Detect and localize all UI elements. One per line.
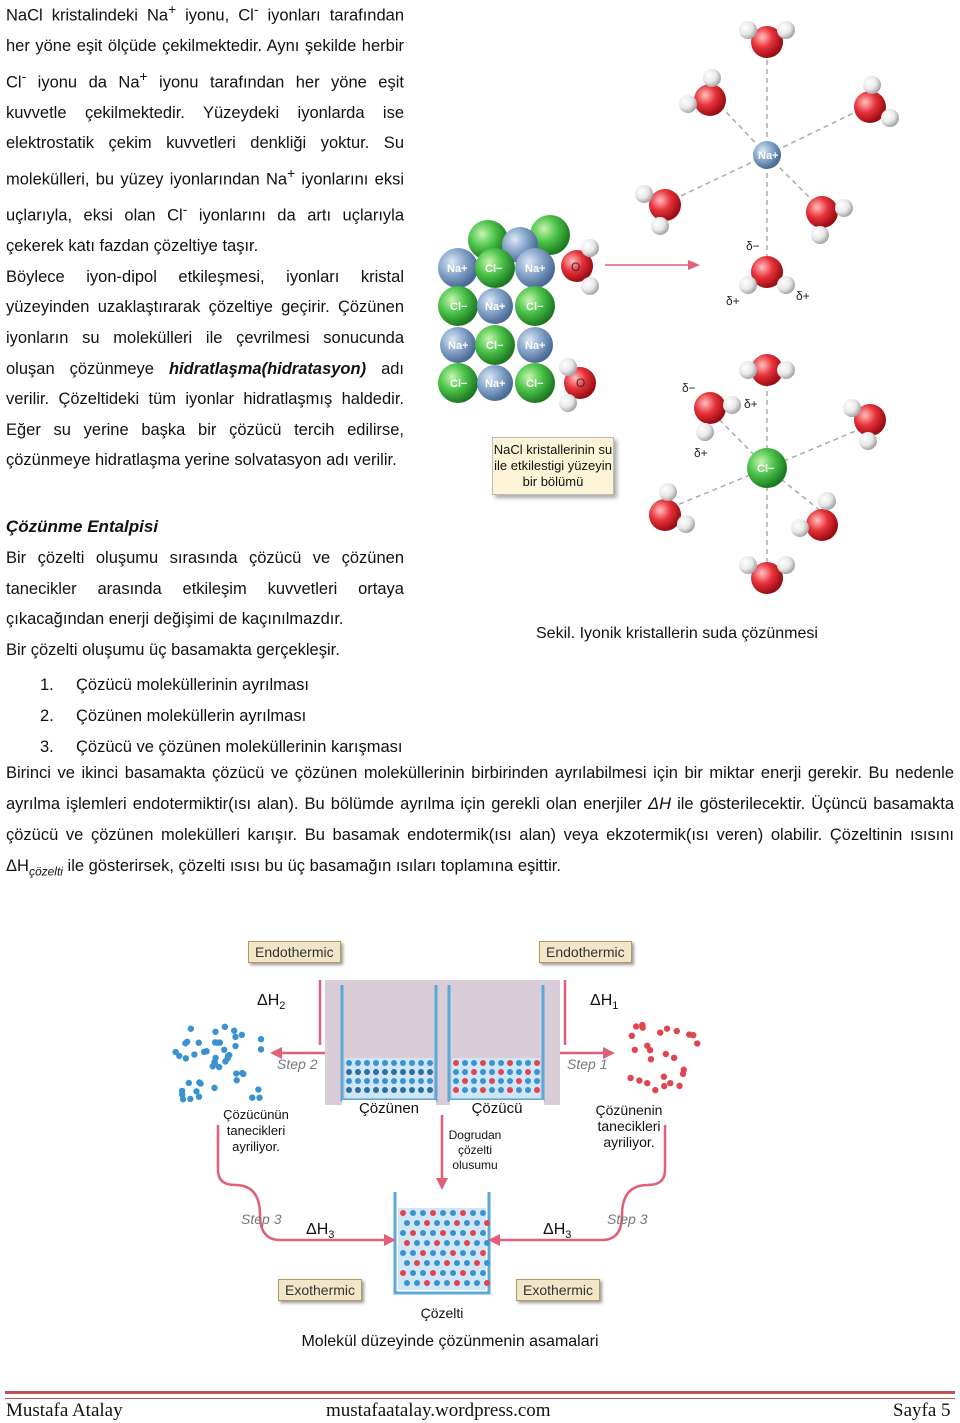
- particle-dot: [232, 1034, 238, 1040]
- particle-dot: [534, 1060, 540, 1066]
- particle-dot: [186, 1080, 192, 1086]
- crystal-ion-label: Cl−: [450, 378, 468, 390]
- solution-label: Çözelti: [420, 1305, 464, 1321]
- particle-dot: [234, 1077, 240, 1083]
- particle-dot: [633, 1023, 639, 1029]
- particle-dot: [355, 1069, 361, 1075]
- particle-dot: [212, 1029, 218, 1035]
- particle-dot: [391, 1069, 397, 1075]
- particle-dot: [480, 1078, 486, 1084]
- endothermic-tag-left: Endothermic: [248, 941, 341, 963]
- particle-dot: [507, 1087, 513, 1093]
- step-1-label: Step 1: [567, 1056, 608, 1072]
- particle-dot: [418, 1069, 424, 1075]
- particle-dot: [382, 1078, 388, 1084]
- particle-dot: [191, 1051, 197, 1057]
- particle-dot: [440, 1230, 446, 1236]
- particle-dot: [470, 1210, 476, 1216]
- particle-dot: [373, 1087, 379, 1093]
- particle-dot: [663, 1051, 669, 1057]
- particle-dot: [507, 1060, 513, 1066]
- particle-dot: [400, 1250, 406, 1256]
- particle-dot: [424, 1260, 430, 1266]
- dissolve-arrowhead: [688, 260, 700, 270]
- water-molecule: [791, 492, 838, 541]
- particle-dot: [470, 1230, 476, 1236]
- particle-dot: [686, 1031, 692, 1037]
- crystal-ion-label: Na+: [485, 301, 506, 313]
- particle-dot: [639, 1022, 645, 1028]
- particle-dot: [258, 1036, 264, 1042]
- particle-dot: [221, 1047, 227, 1053]
- particle-dot: [239, 1070, 245, 1076]
- particle-dot: [652, 1087, 658, 1093]
- water-molecule: [739, 21, 795, 58]
- particle-dot: [440, 1250, 446, 1256]
- footer-page: Sayfa 5: [893, 1400, 951, 1421]
- particle-dot: [400, 1060, 406, 1066]
- particle-dot: [391, 1078, 397, 1084]
- particle-dot: [664, 1025, 670, 1031]
- particle-dot: [671, 1055, 677, 1061]
- particle-dot: [471, 1078, 477, 1084]
- particle-dot: [454, 1280, 460, 1286]
- particle-dot: [498, 1087, 504, 1093]
- particle-dot: [484, 1280, 490, 1286]
- particle-dot: [484, 1220, 490, 1226]
- particle-dot: [233, 1070, 239, 1076]
- particle-dot: [534, 1078, 540, 1084]
- particle-dot: [249, 1094, 255, 1100]
- particle-dot: [525, 1069, 531, 1075]
- particle-dot: [410, 1230, 416, 1236]
- particle-dot: [444, 1280, 450, 1286]
- particle-dot: [409, 1060, 415, 1066]
- particle-dot: [462, 1087, 468, 1093]
- exothermic-tag-right: Exothermic: [516, 1279, 600, 1301]
- particle-dot: [516, 1069, 522, 1075]
- particle-dot: [464, 1220, 470, 1226]
- solute-particles-separated: [627, 1022, 700, 1093]
- particle-dot: [484, 1240, 490, 1246]
- delta-minus-label: δ−: [682, 381, 696, 395]
- particle-dot: [414, 1220, 420, 1226]
- particle-dot: [211, 1085, 217, 1091]
- particle-dot: [427, 1078, 433, 1084]
- particle-dot: [471, 1069, 477, 1075]
- list-item: 3. Çözücü ve çözünen moleküllerinin karışması: [40, 738, 403, 756]
- particle-dot: [400, 1210, 406, 1216]
- enthalpy-paragraph-2: Bir çözelti oluşumu üç basamakta gerçekleşir.: [6, 640, 340, 659]
- particle-dot: [430, 1230, 436, 1236]
- particle-dot: [454, 1240, 460, 1246]
- particle-dot: [409, 1078, 415, 1084]
- particle-dot: [382, 1060, 388, 1066]
- particle-dot: [453, 1069, 459, 1075]
- particle-dot: [450, 1230, 456, 1236]
- particle-dot: [355, 1087, 361, 1093]
- particle-dot: [418, 1060, 424, 1066]
- particle-dot: [231, 1028, 237, 1034]
- particle-dot: [400, 1069, 406, 1075]
- particle-dot: [489, 1060, 495, 1066]
- particle-dot: [661, 1083, 667, 1089]
- particle-dot: [201, 1049, 207, 1055]
- endothermic-tag-right: Endothermic: [539, 941, 632, 963]
- particle-dot: [364, 1087, 370, 1093]
- particle-dot: [471, 1060, 477, 1066]
- water-molecule: [806, 196, 853, 244]
- particle-dot: [694, 1040, 700, 1046]
- particle-dot: [474, 1280, 480, 1286]
- particle-dot: [453, 1060, 459, 1066]
- particle-dot: [498, 1078, 504, 1084]
- particle-dot: [180, 1096, 186, 1102]
- step-2-label: Step 2: [277, 1056, 318, 1072]
- particle-dot: [410, 1270, 416, 1276]
- particle-dot: [420, 1250, 426, 1256]
- particle-dot: [657, 1029, 663, 1035]
- nacl-hydration-figure: [430, 0, 960, 620]
- particle-dot: [414, 1260, 420, 1266]
- particle-dot: [444, 1260, 450, 1266]
- particle-dot: [480, 1069, 486, 1075]
- solvent-beaker-label: Çözücü: [450, 1100, 544, 1117]
- particle-dot: [661, 1074, 667, 1080]
- intro-text: [6, 0, 404, 476]
- crystal-ion-label: Na+: [525, 263, 546, 275]
- particle-dot: [424, 1220, 430, 1226]
- particle-dot: [420, 1230, 426, 1236]
- particle-dot: [636, 1077, 642, 1083]
- particle-dot: [400, 1230, 406, 1236]
- particle-dot: [462, 1069, 468, 1075]
- particle-dot: [355, 1078, 361, 1084]
- particle-dot: [627, 1075, 633, 1081]
- particle-dot: [239, 1032, 245, 1038]
- particle-dot: [507, 1069, 513, 1075]
- particle-dot: [516, 1060, 522, 1066]
- particle-dot: [480, 1210, 486, 1216]
- particle-dot: [460, 1270, 466, 1276]
- particle-dot: [434, 1280, 440, 1286]
- particle-dot: [346, 1078, 352, 1084]
- exothermic-tag-left: Exothermic: [278, 1279, 362, 1301]
- particle-dot: [676, 1083, 682, 1089]
- particle-dot: [470, 1270, 476, 1276]
- particle-dot: [480, 1230, 486, 1236]
- delta-h3-right-label: $\Delta H_3$: [543, 1221, 572, 1242]
- particle-dot: [464, 1260, 470, 1266]
- particle-dot: [525, 1060, 531, 1066]
- particle-dot: [364, 1060, 370, 1066]
- particle-dot: [382, 1087, 388, 1093]
- water-molecule: [559, 358, 596, 412]
- particle-dot: [644, 1080, 650, 1086]
- particle-dot: [460, 1210, 466, 1216]
- particle-dot: [430, 1210, 436, 1216]
- particle-dot: [427, 1087, 433, 1093]
- direct-solution-caption: Dogrudan çözelti olusumu: [448, 1128, 502, 1172]
- particle-dot: [674, 1028, 680, 1034]
- particle-dot: [453, 1087, 459, 1093]
- particle-dot: [434, 1260, 440, 1266]
- particle-dot: [498, 1069, 504, 1075]
- crystal-ion-label: Na+: [525, 340, 546, 352]
- water-molecule: [739, 354, 795, 386]
- water-molecule: [854, 76, 899, 127]
- particle-dot: [424, 1280, 430, 1286]
- particle-dot: [430, 1270, 436, 1276]
- particle-dot: [489, 1087, 495, 1093]
- footer-rule: [5, 1391, 955, 1399]
- particle-dot: [525, 1078, 531, 1084]
- particle-dot: [647, 1047, 653, 1053]
- particle-dot: [418, 1078, 424, 1084]
- solute-beaker-label: Çözünen: [342, 1100, 436, 1117]
- crystal-ion-label: Cl−: [526, 301, 544, 313]
- crystal-ion-label: Cl−: [526, 378, 544, 390]
- particle-dot: [373, 1060, 379, 1066]
- particle-dot: [480, 1270, 486, 1276]
- particle-dot: [632, 1047, 638, 1053]
- footer-author: Mustafa Atalay: [6, 1400, 123, 1421]
- footer-site: mustafaatalay.wordpress.com: [326, 1400, 551, 1421]
- particle-dot: [474, 1260, 480, 1266]
- particle-dot: [444, 1240, 450, 1246]
- particle-dot: [400, 1270, 406, 1276]
- particle-dot: [355, 1060, 361, 1066]
- crystal-ion-label: Na+: [447, 263, 468, 275]
- particle-dot: [196, 1079, 202, 1085]
- particle-dot: [667, 1080, 673, 1086]
- particle-dot: [507, 1078, 513, 1084]
- particle-dot: [382, 1069, 388, 1075]
- solvent-separation-caption: Çözücünün tanecikleri ayriliyor.: [223, 1107, 289, 1154]
- particle-dot: [410, 1210, 416, 1216]
- particle-dot: [187, 1096, 193, 1102]
- particle-dot: [427, 1060, 433, 1066]
- particle-dot: [453, 1078, 459, 1084]
- particle-dot: [480, 1087, 486, 1093]
- particle-dot: [214, 1040, 220, 1046]
- particle-dot: [430, 1250, 436, 1256]
- particle-dot: [462, 1060, 468, 1066]
- particle-dot: [484, 1260, 490, 1266]
- particle-dot: [525, 1087, 531, 1093]
- particle-dot: [648, 1056, 654, 1062]
- particle-dot: [391, 1087, 397, 1093]
- particle-dot: [470, 1250, 476, 1256]
- delta-minus-label: δ−: [746, 239, 760, 253]
- list-item: 2. Çözünen moleküllerin ayrılması: [40, 707, 307, 725]
- particle-dot: [474, 1240, 480, 1246]
- particle-dot: [434, 1220, 440, 1226]
- figure-caption: Sekil. Iyonik kristallerin suda çözünmesi: [536, 625, 818, 642]
- particle-dot: [196, 1094, 202, 1100]
- particle-dot: [222, 1024, 228, 1030]
- particle-dot: [498, 1060, 504, 1066]
- particle-dot: [225, 1055, 231, 1061]
- particle-dot: [196, 1040, 202, 1046]
- particle-dot: [444, 1220, 450, 1226]
- particle-dot: [391, 1060, 397, 1066]
- water-molecule: [649, 483, 695, 533]
- particle-dot: [516, 1087, 522, 1093]
- enthalpy-paragraph-3: Birinci ve ikinci basamakta çözücü ve çözünen moleküllerinin birbirinden ayrılabilmesi için bir miktar enerji gerekir. Bu nedenle ayrılma işlemleri endotermiktir(ısı alan). Bu bölümde ayrılma için gerekli olan enerjiler ΔH ile gösterilecektir. Üçüncü basamakta çözücü ve çözünen molekülleri karışır. Bu basamak endotermik(ısı alan) veya ekzotermik(ısı veren) olabilir. Çözeltinin ısısını $\Delta H_{çözelti}$ ile gösterirsek, çözelti ısısı bu üç basamağın ısıları toplamına eşittir.: [6, 764, 954, 879]
- intro-paragraph-2: Böylece iyon-dipol etkileşmesi, iyonları kristal yüzeyinden uzaklaştırarak çözeltiye geçirir. Çözünen iyonların su molekülleri ile çevrilmesi sonucunda oluşan çözünmeye hidratlaşma(hidratasyon) adı verilir. Çözeltideki tüm iyonlar hidratlaşmış haldedir. Eğer su yerine başka bir çözücü tercih edilirse, çözünmeye hidratlaşma yerine solvatasyon adı verilir.: [6, 267, 405, 470]
- particle-dot: [404, 1260, 410, 1266]
- crystal-surface-callout: NaCl kristallerinin su ile etkilestigi yüzeyin bir bölümü: [492, 437, 614, 495]
- particle-dot: [346, 1060, 352, 1066]
- particle-dot: [462, 1078, 468, 1084]
- particle-dot: [346, 1087, 352, 1093]
- particle-dot: [184, 1039, 190, 1045]
- step-3-right-label: Step 3: [607, 1211, 648, 1227]
- particle-dot: [450, 1270, 456, 1276]
- diagram-caption: Molekül düzeyinde çözünmenin asamalari: [301, 1333, 599, 1350]
- list-item: 1. Çözücü moleküllerinin ayrılması: [40, 676, 309, 694]
- crystal-ion-label: Cl−: [486, 340, 504, 352]
- particle-dot: [454, 1220, 460, 1226]
- particle-dot: [464, 1240, 470, 1246]
- particle-dot: [681, 1067, 687, 1073]
- nacl-crystal: [438, 215, 570, 403]
- particle-dot: [534, 1087, 540, 1093]
- particle-dot: [400, 1087, 406, 1093]
- particle-dot: [373, 1078, 379, 1084]
- particle-dot: [346, 1069, 352, 1075]
- water-molecule: [561, 239, 599, 295]
- water-molecule: [739, 256, 795, 294]
- particle-dot: [450, 1210, 456, 1216]
- na-coordination-lines: [662, 45, 870, 570]
- particle-dot: [258, 1046, 264, 1052]
- section-heading: Çözünme Entalpisi: [6, 517, 159, 536]
- delta-h3-left-label: $\Delta H_3$: [306, 1221, 335, 1242]
- particle-dot: [183, 1055, 189, 1061]
- particle-dot: [409, 1087, 415, 1093]
- enthalpy-text: [6, 543, 404, 665]
- particle-dot: [414, 1240, 420, 1246]
- particle-dot: [440, 1270, 446, 1276]
- crystal-ion-label: Na+: [448, 340, 469, 352]
- particle-dot: [364, 1078, 370, 1084]
- particle-dot: [629, 1033, 635, 1039]
- particle-dot: [400, 1078, 406, 1084]
- water-molecule: [843, 399, 886, 450]
- particle-dot: [489, 1069, 495, 1075]
- particle-dot: [460, 1250, 466, 1256]
- particle-dot: [404, 1280, 410, 1286]
- particle-dot: [172, 1049, 178, 1055]
- particle-dot: [404, 1240, 410, 1246]
- crystal-ion-label: Na+: [485, 378, 506, 390]
- step-3-left-label: Step 3: [241, 1211, 282, 1227]
- enthalpy-paragraph-1: Bir çözelti oluşumu sırasında çözücü ve çözünen tanecikler arasında etkileşim kuvvetleri ortaya çıkacağından enerji değişimi de kaçınılmazdır.: [6, 549, 404, 629]
- particle-dot: [516, 1078, 522, 1084]
- svg-text:O: O: [576, 376, 586, 390]
- particle-dot: [414, 1280, 420, 1286]
- particle-dot: [364, 1069, 370, 1075]
- delta-plus-label: δ+: [744, 397, 758, 411]
- particle-dot: [256, 1095, 262, 1101]
- particle-dot: [373, 1069, 379, 1075]
- solvent-particles-separated: [172, 1024, 264, 1103]
- cl-ion-label: Cl−: [757, 463, 775, 475]
- particle-dot: [534, 1069, 540, 1075]
- na-ion-label: Na+: [758, 150, 779, 162]
- particle-dot: [188, 1026, 194, 1032]
- steps-list: [40, 670, 402, 763]
- particle-dot: [474, 1220, 480, 1226]
- particle-dot: [440, 1210, 446, 1216]
- particle-dot: [212, 1055, 218, 1061]
- water-molecule: [635, 185, 681, 235]
- particle-dot: [434, 1240, 440, 1246]
- particle-dot: [427, 1069, 433, 1075]
- crystal-ion-label: Cl−: [485, 263, 503, 275]
- crystal-ion-label: Cl−: [450, 301, 468, 313]
- particle-dot: [460, 1230, 466, 1236]
- particle-dot: [424, 1240, 430, 1246]
- intro-paragraph-1: NaCl kristalindeki Na+ iyonu, Cl- iyonları tarafından her yöne eşit ölçüde çekilmektedir. Aynı şekilde herbir Cl- iyonu da Na+ iyonu tarafından her yöne eşit kuvvetle çekilmektedir. Yüzeydeki iyonlarda ise elektrostatik çekim kuvvetleri denkliği yoktur. Su molekülleri, bu yüzey iyonlarından Na+ iyonlarını eksi uçlarıyla, eksi olan Cl- iyonlarını da artı uçlarıyla çekerek katı fazdan çözeltiye taşır.: [6, 2, 404, 256]
- particle-dot: [450, 1250, 456, 1256]
- particle-dot: [480, 1060, 486, 1066]
- particle-dot: [255, 1086, 261, 1092]
- particle-dot: [471, 1087, 477, 1093]
- svg-text:O: O: [571, 260, 581, 274]
- particle-dot: [232, 1043, 238, 1049]
- particle-dot: [420, 1210, 426, 1216]
- particle-dot: [489, 1078, 495, 1084]
- particle-dot: [420, 1270, 426, 1276]
- particle-dot: [418, 1087, 424, 1093]
- solute-separation-caption: Çözünenin tanecikleri ayriliyor.: [595, 1102, 663, 1150]
- delta-plus-label: δ+: [726, 294, 740, 308]
- particle-dot: [404, 1220, 410, 1226]
- particle-dot: [464, 1280, 470, 1286]
- delta-h2-label: $\Delta H_2$: [257, 992, 286, 1013]
- particle-dot: [480, 1250, 486, 1256]
- water-molecule: [679, 69, 726, 116]
- particle-dot: [410, 1250, 416, 1256]
- particle-dot: [409, 1069, 415, 1075]
- delta-plus-label: δ+: [694, 446, 708, 460]
- delta-h1-label: $\Delta H_1$: [590, 992, 619, 1013]
- particle-dot: [454, 1260, 460, 1266]
- delta-plus-label: δ+: [796, 289, 810, 303]
